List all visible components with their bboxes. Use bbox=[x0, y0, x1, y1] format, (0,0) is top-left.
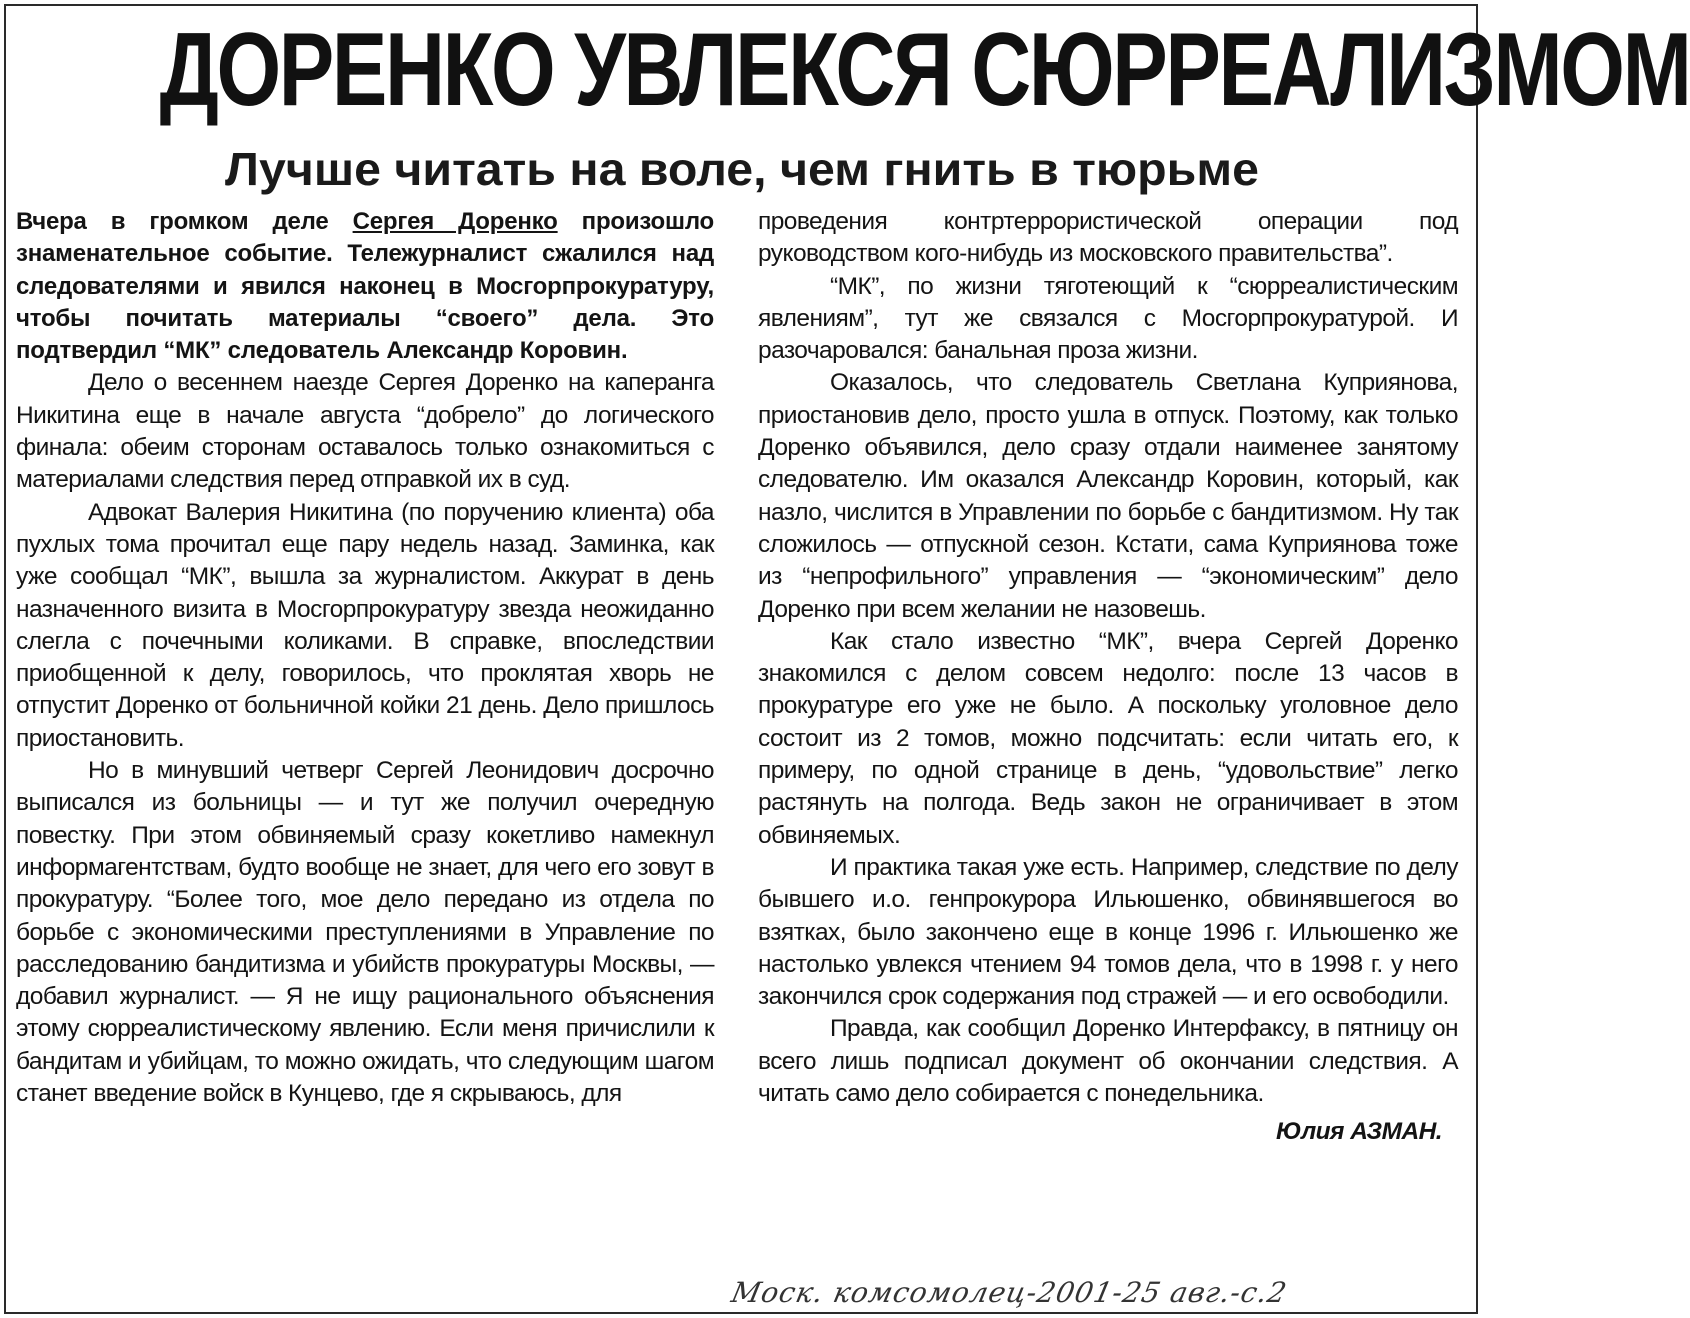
body-paragraph: И практика такая уже есть. Например, следствие по делу бывшего и.о. генпрокурора Ильюшенко, обвинявшегося во взятках, было закончено еще в конце 1996 г. Ильюшенко же настолько увлекся чтением 94 томов дела, что в 1998 г. у него закончился срок содержания под стражей — и его освободили. bbox=[758, 853, 1458, 1011]
body-paragraph: Правда, как сообщил Доренко Интерфаксу, в пятницу он всего лишь подписал документ об окончании следствия. А читать само дело собирается с понедельника. bbox=[758, 1015, 1458, 1108]
byline: Юлия АЗМАН. bbox=[1275, 1118, 1442, 1146]
handwritten-source-note: Моск. комсомолец-2001-25 авг.-с.2 bbox=[728, 1276, 1291, 1309]
left-column bbox=[16, 206, 714, 1110]
body-paragraph: Дело о весеннем наезде Сергея Доренко на каперанга Никитина еще в начале августа “добрело” до логического финала: обеим сторонам оставалось только ознакомиться с материалами следствия перед отправкой их в суд. bbox=[16, 369, 714, 494]
lead-paragraph: Вчера в громком деле Сергея Доренко произошло знаменательное событие. Тележурналист сжалился над следователями и явился наконец в Мосгорпрокуратуру, чтобы почитать материалы “своего” дела. Это подтвердил “МК” следователь Александр Коровин. bbox=[16, 208, 715, 365]
right-column bbox=[758, 206, 1458, 1149]
lead-underlined-name: Сергея Доренко bbox=[352, 208, 558, 235]
body-paragraph: Как стало известно “МК”, вчера Сергей Доренко знакомился с делом совсем недолго: после 13 часов в прокуратуре его уже не было. А поскольку уголовное дело состоит из 2 томов, можно подсчитать: если читать его, к примеру, по одной странице в день, “удовольствие” легко растянуть на полгода. Ведь закон не ограничивает в этом обвиняемых. bbox=[758, 627, 1458, 849]
body-paragraph: Но в минувший четверг Сергей Леонидович досрочно выписался из больницы — и тут же получил очередную повестку. При этом обвиняемый сразу кокетливо намекнул информагентствам, будто вообще не знает, для чего его зовут в прокуратуру. “Более того, мое дело передано из отдела по борьбе с экономическими преступлениями в Управление по расследованию бандитизма и убийств прокуратуры Москвы, — добавил журналист. — Я не ищу рационального объяснения этому сюрреалистическому явлению. Если меня причислили к бандитам и убийцам, то можно ожидать, что следующим шагом станет введение войск в Кунцево, где я скрываюсь, для bbox=[16, 757, 714, 1108]
subheadline: Лучше читать на воле, чем гнить в тюрьме bbox=[225, 143, 1259, 195]
headline: ДОРЕНКО УВЛЕКСЯ СЮРРЕАЛИЗМОМ bbox=[159, 12, 1690, 128]
body-paragraph-continuation: проведения контртеррористической операции под руководством кого-нибудь из московского правительства”. bbox=[758, 208, 1458, 268]
body-paragraph: Оказалось, что следователь Светлана Куприянова, приостановив дело, просто ушла в отпуск. Поэтому, как только Доренко объявился, дело сразу отдали наименее занятому следователю. Им оказался Александр Коровин, который, как назло, числится в Управлении по борьбе с бандитизмом. Ну так сложилось — отпускной сезон. Кстати, сама Куприянова тоже из “непрофильного” управления — “экономическим” дело Доренко при всем желании не назовешь. bbox=[758, 369, 1458, 623]
body-paragraph: Адвокат Валерия Никитина (по поручению клиента) оба пухлых тома прочитал еще пару недель назад. Заминка, как уже сообщал “МК”, вышла за журналистом. Аккурат в день назначенного визита в Мосгорпрокуратуру звезда неожиданно слегла с почечными коликами. В справке, впоследствии приобщенной к делу, говорилось, что проклятая хворь не отпустит Доренко от больничной койки 21 день. Дело пришлось приостановить. bbox=[16, 498, 714, 752]
body-paragraph: “МК”, по жизни тяготеющий к “сюрреалистическим явлениям”, тут же связался с Мосгорпрокуратурой. И разочаровался: банальная проза жизни. bbox=[758, 272, 1458, 365]
